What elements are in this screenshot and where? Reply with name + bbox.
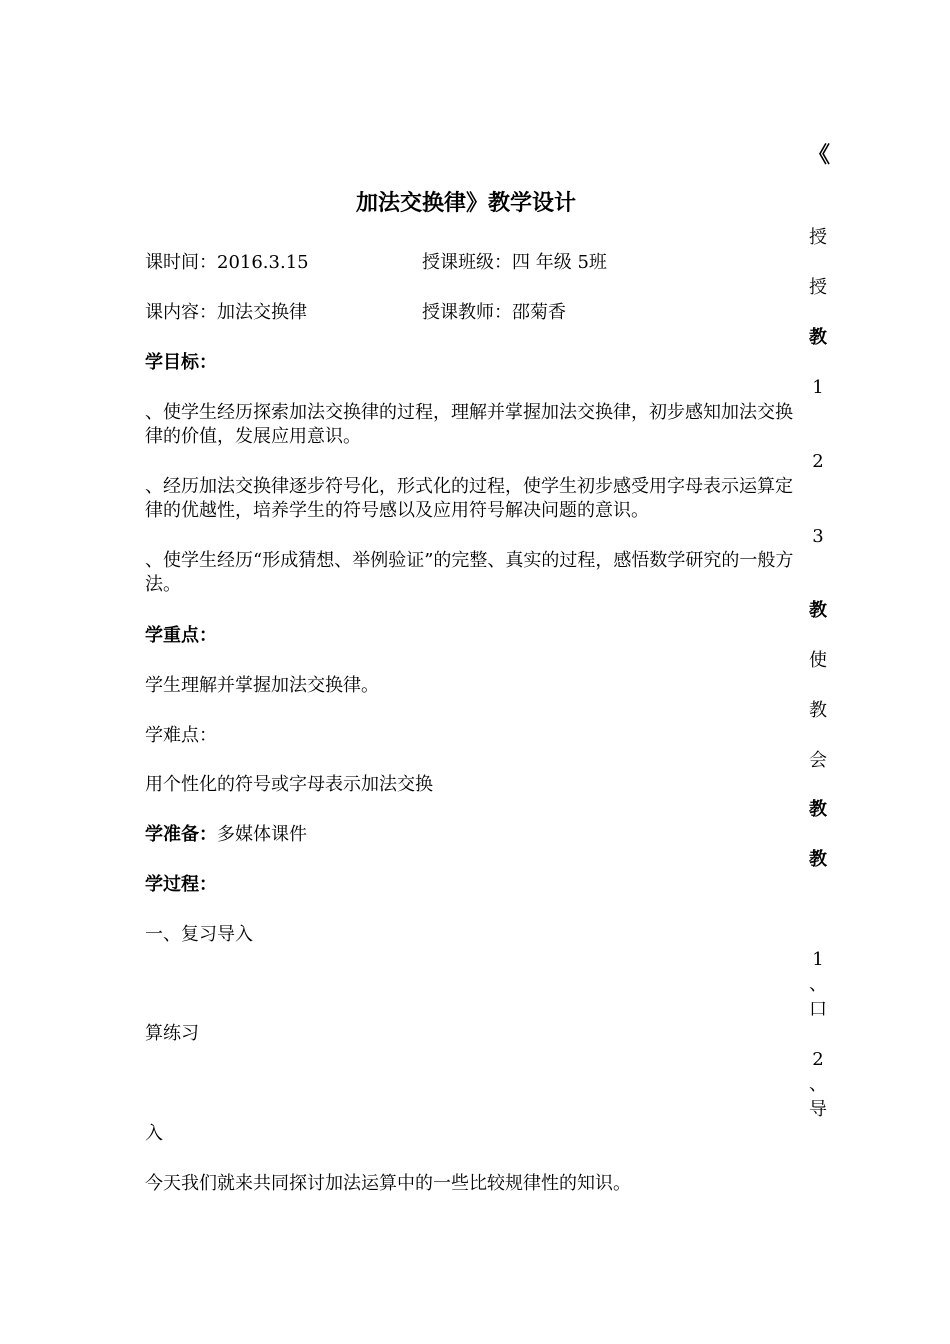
- side-char: 2: [812, 1049, 824, 1070]
- side-char: 教: [809, 799, 827, 820]
- side-char: 1: [812, 377, 824, 398]
- process-intro: 入: [145, 1123, 163, 1144]
- difficulty-heading: 学难点：: [145, 725, 217, 746]
- goal-item-3: 、使学生经历“形成猜想、举例验证”的完整、真实的过程，感悟数学研究的一般方法。: [145, 550, 794, 595]
- teacher-label: 授课教师：: [422, 302, 512, 323]
- key-point-text: 学生理解并掌握加法交换律。: [145, 675, 379, 696]
- time-line: [145, 251, 309, 275]
- teacher-line: [422, 301, 566, 325]
- class-value: 四 年级 5班: [512, 252, 607, 273]
- preparation-text: 多媒体课件: [217, 824, 307, 845]
- side-char: 2: [812, 451, 824, 472]
- class-line: [422, 251, 607, 275]
- process-closing: 今天我们就来共同探讨加法运算中的一些比较规律性的知识。: [145, 1173, 631, 1194]
- goal-item-1: 、使学生经历探索加法交换律的过程，理解并掌握加法交换律，初步感知加法交换律的价值，发展应用意识。: [145, 402, 793, 447]
- content-value: 加法交换律: [217, 302, 307, 323]
- class-label: 授课班级：: [422, 252, 512, 273]
- side-char: 口: [809, 999, 827, 1020]
- process-practice: 算练习: [145, 1023, 199, 1044]
- time-label: 课时间：: [145, 252, 217, 273]
- preparation-line: [145, 823, 307, 847]
- title-bracket: 《: [808, 142, 831, 168]
- side-char: 教: [809, 600, 827, 621]
- side-char: 授: [809, 227, 827, 248]
- goals-heading: 学目标：: [145, 352, 217, 373]
- side-char: 教: [809, 700, 827, 721]
- page-title: 加法交换律》教学设计: [356, 190, 577, 216]
- content-line: [145, 301, 307, 325]
- preparation-heading: 学准备：: [145, 824, 217, 845]
- difficulty-text: 用个性化的符号或字母表示加法交换: [145, 774, 433, 795]
- teacher-value: 邵菊香: [512, 302, 566, 323]
- side-char: 、: [809, 974, 827, 995]
- side-char: 教: [809, 327, 827, 348]
- side-char: 授: [809, 277, 827, 298]
- key-point-heading: 学重点：: [145, 625, 217, 646]
- side-char: 导: [809, 1099, 827, 1120]
- content-label: 课内容：: [145, 302, 217, 323]
- side-char: 3: [812, 526, 824, 547]
- side-char: 会: [809, 750, 827, 771]
- goal-item-2: 、经历加法交换律逐步符号化，形式化的过程，使学生初步感受用字母表示运算定律的优越性，培养学生的符号感以及应用符号解决问题的意识。: [145, 476, 793, 521]
- time-value: 2016.3.15: [217, 252, 309, 273]
- side-char: 使: [809, 650, 827, 671]
- process-step-1: 一、复习导入: [145, 924, 253, 945]
- process-heading: 学过程：: [145, 874, 217, 895]
- side-char: 、: [809, 1074, 827, 1095]
- side-char: 1: [812, 949, 824, 970]
- side-char: 教: [809, 849, 827, 870]
